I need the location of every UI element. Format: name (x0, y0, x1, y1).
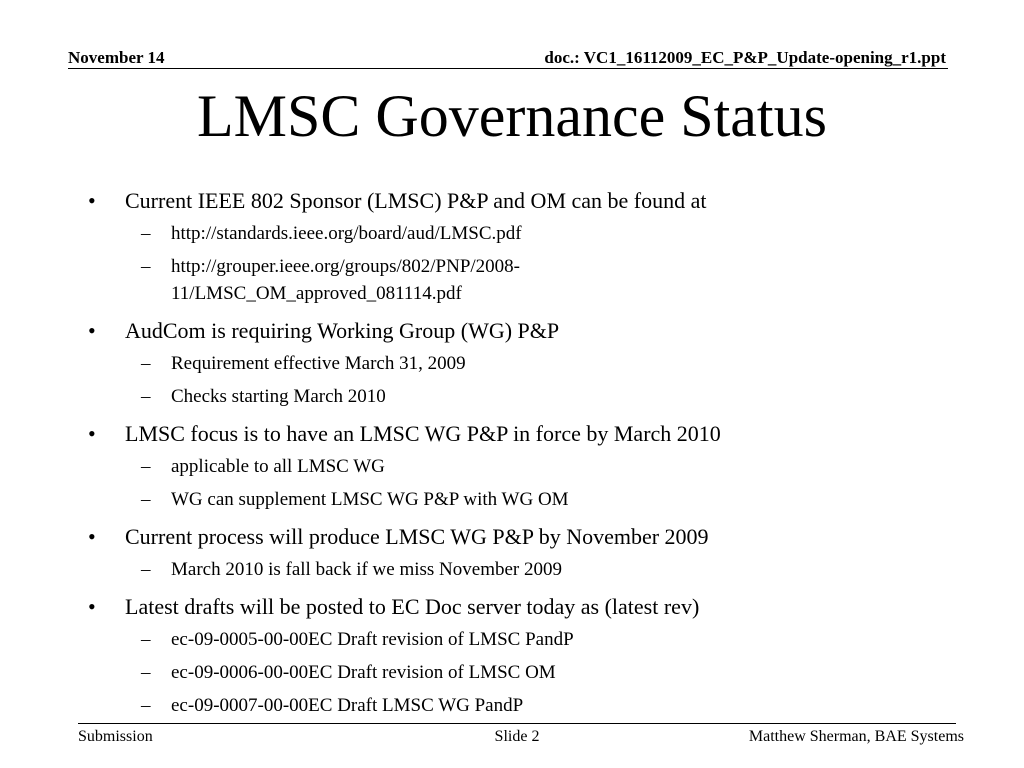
sub-bullet-glyph: – (141, 489, 151, 510)
sub-bullet-glyph: – (141, 456, 151, 477)
bullet-item: AudCom is requiring Working Group (WG) P&P (125, 318, 560, 343)
footer-author: Matthew Sherman, BAE Systems (748, 728, 964, 745)
bullet-item: Latest drafts will be posted to EC Doc server today as (latest rev) (125, 594, 700, 619)
sub-bullet-glyph: – (141, 629, 151, 650)
footer-slide-number: Slide 2 (494, 728, 540, 745)
bullet-glyph: • (88, 524, 96, 549)
sub-bullet-item: ec-09-0007-00-00EC Draft LMSC WG PandP (171, 695, 524, 716)
bullet-glyph: • (88, 318, 96, 343)
sub-bullet-item: Checks starting March 2010 (171, 386, 386, 407)
sub-bullet-item: Requirement effective March 31, 2009 (171, 353, 466, 374)
sub-bullet-glyph: – (141, 353, 151, 374)
bullet-item: Current process will produce LMSC WG P&P by November 2009 (125, 524, 709, 549)
bullet-glyph: • (88, 188, 96, 213)
bullet-glyph: • (88, 594, 96, 619)
sub-bullet-item: http://standards.ieee.org/board/aud/LMSC.pdf (171, 223, 522, 244)
sub-bullet-glyph: – (141, 695, 151, 716)
sub-bullet-glyph: – (141, 559, 151, 580)
sub-bullet-item: March 2010 is fall back if we miss November 2009 (171, 559, 562, 580)
slide-header-date: November 14 (68, 48, 165, 67)
sub-bullet-glyph: – (141, 256, 151, 277)
slide-title: LMSC Governance Status (197, 83, 827, 149)
sub-bullet-item: ec-09-0006-00-00EC Draft revision of LMSC OM (171, 662, 556, 683)
sub-bullet-item: http://grouper.ieee.org/groups/802/PNP/2008- (171, 256, 521, 277)
sub-bullet-item: 11/LMSC_OM_approved_081114.pdf (171, 283, 462, 304)
footer-divider (78, 723, 956, 724)
sub-bullet-glyph: – (141, 386, 151, 407)
sub-bullet-glyph: – (141, 662, 151, 683)
sub-bullet-item: WG can supplement LMSC WG P&P with WG OM (171, 489, 569, 510)
sub-bullet-glyph: – (141, 223, 151, 244)
bullet-item: LMSC focus is to have an LMSC WG P&P in force by March 2010 (125, 421, 721, 446)
bullet-glyph: • (88, 421, 96, 446)
sub-bullet-item: ec-09-0005-00-00EC Draft revision of LMSC PandP (171, 629, 574, 650)
sub-bullet-item: applicable to all LMSC WG (171, 456, 385, 477)
bullet-item: Current IEEE 802 Sponsor (LMSC) P&P and OM can be found at (125, 188, 707, 213)
footer-submission: Submission (78, 728, 153, 745)
slide-header-doc-id: doc.: VC1_16112009_EC_P&P_Update-opening_r1.ppt (544, 48, 946, 67)
